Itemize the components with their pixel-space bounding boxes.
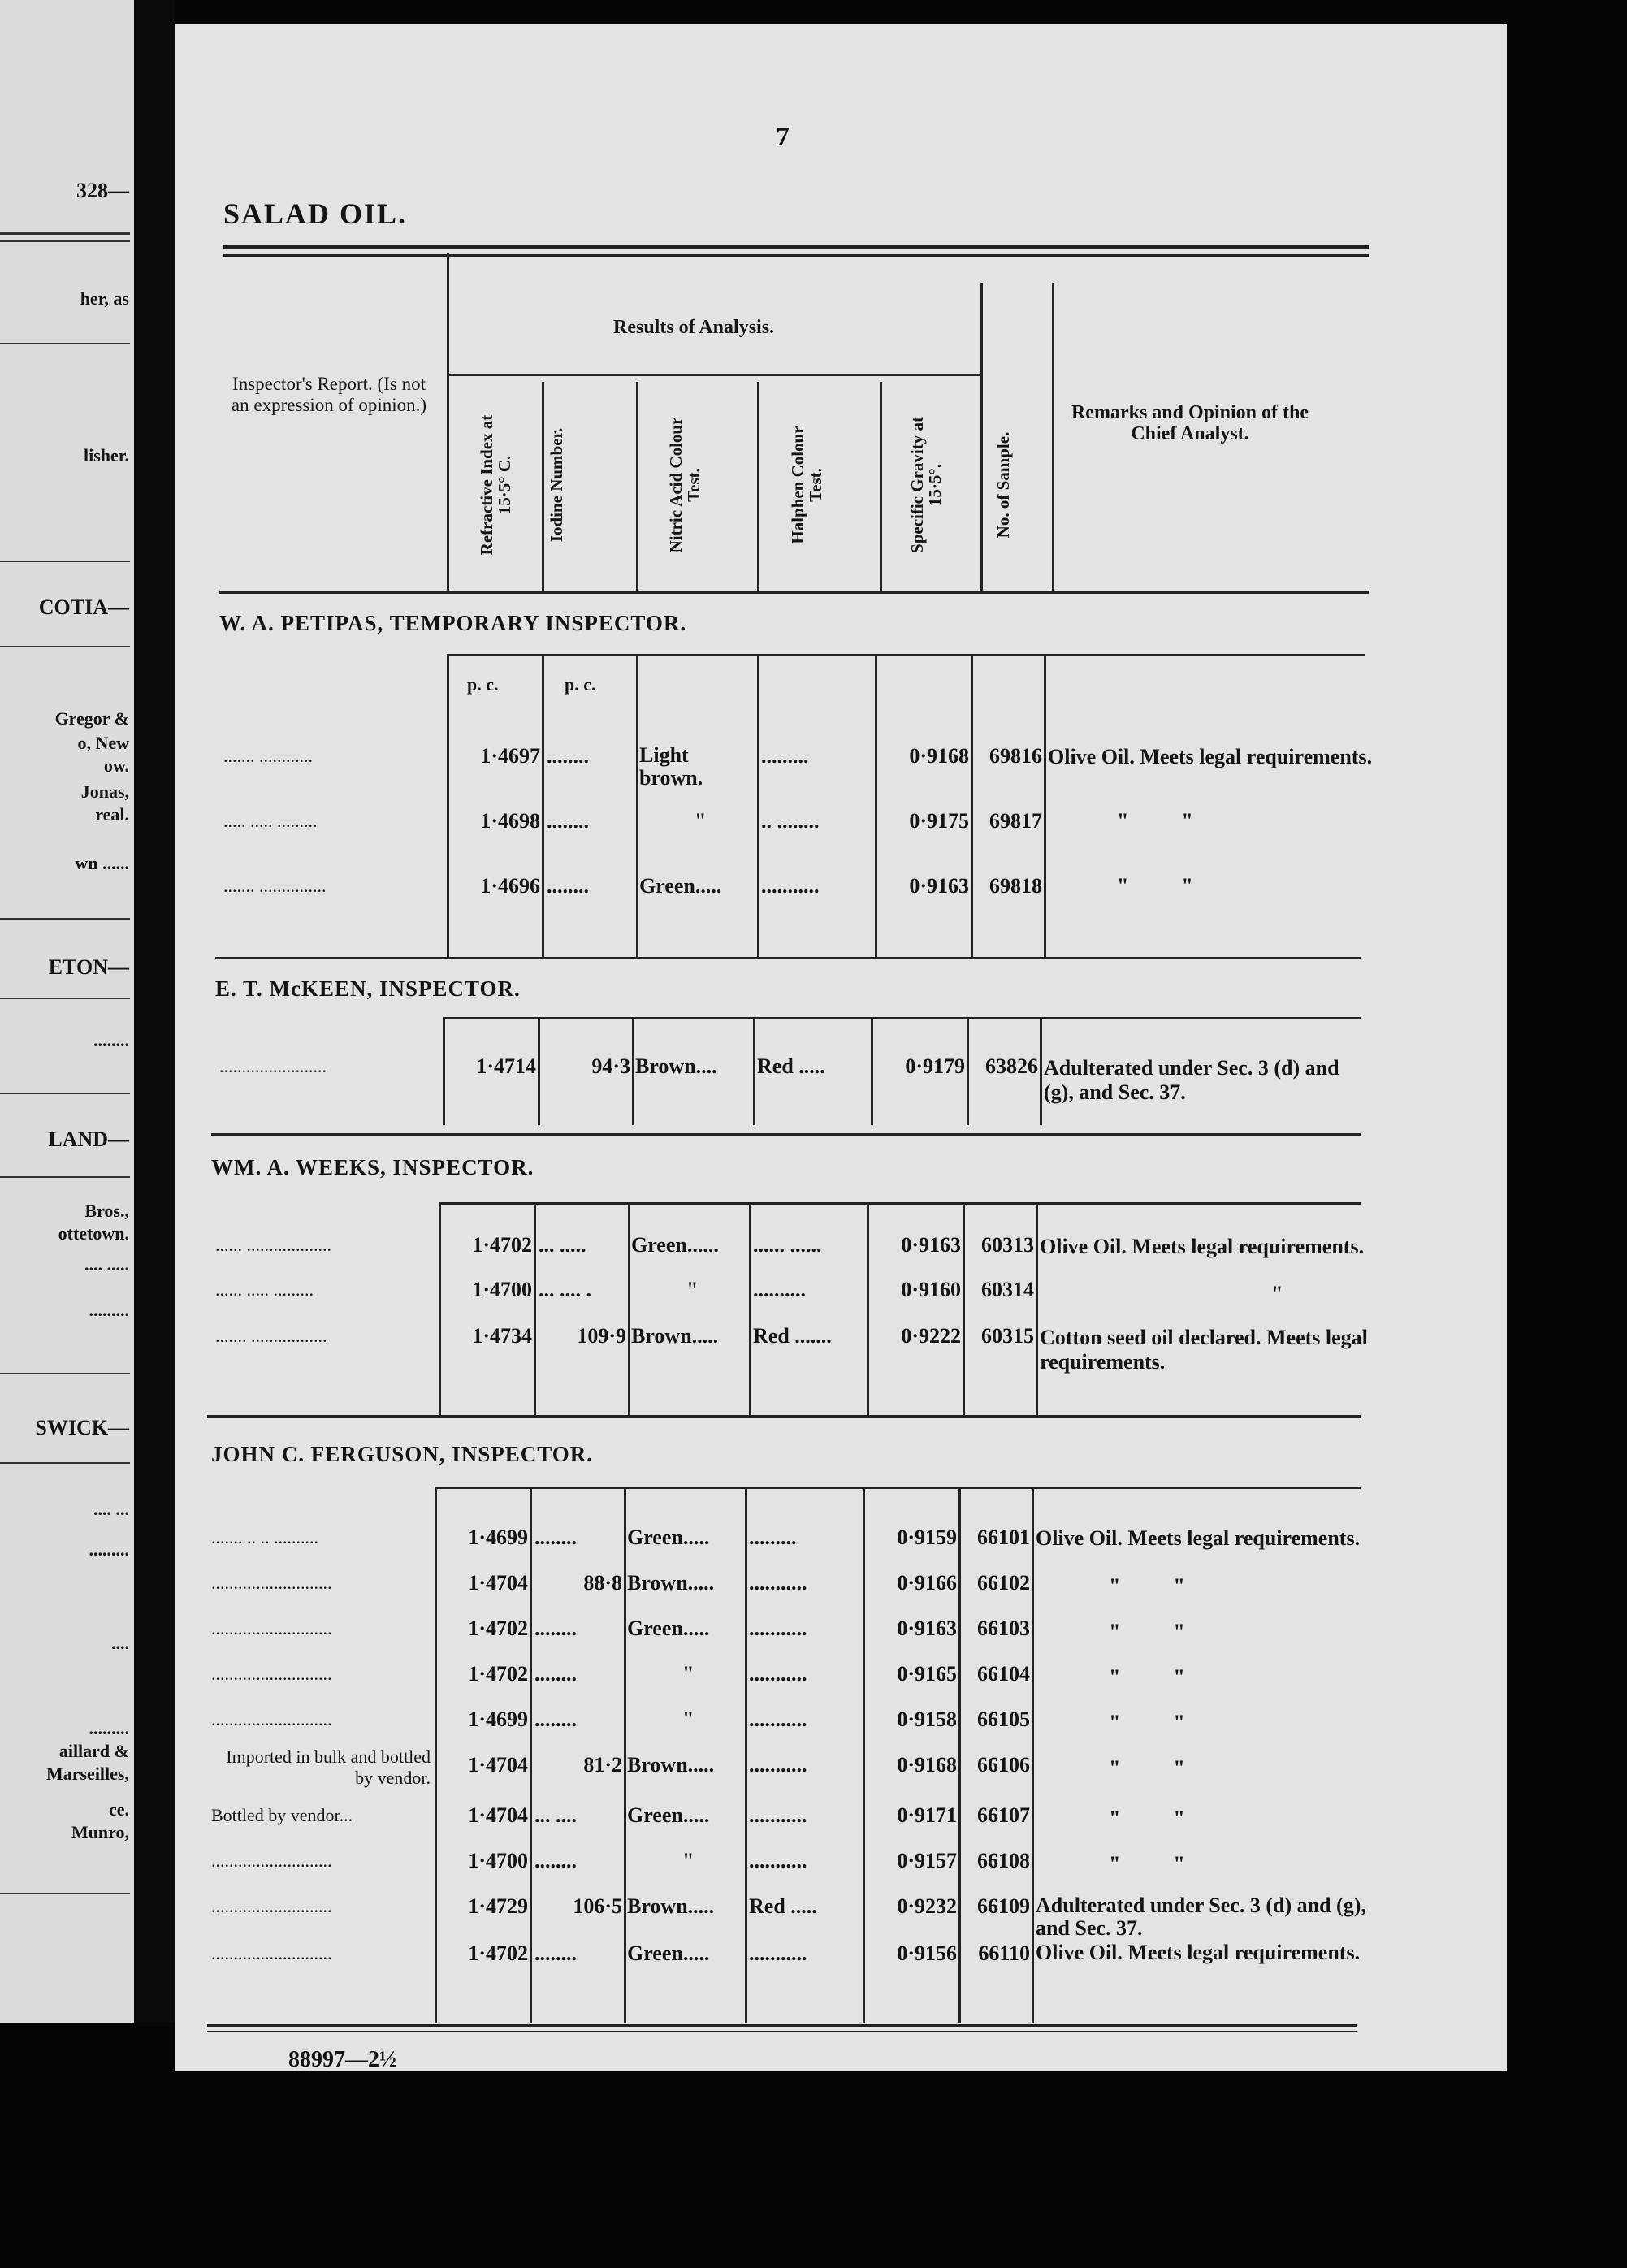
iodine-cell: ........ (534, 1707, 577, 1731)
inspector-report-cell: ........................... (211, 1618, 332, 1638)
halphen-cell: Red ..... (757, 1054, 825, 1078)
gravity-cell: 0·9163 (897, 1617, 957, 1640)
remarks-cell: Adulterated under Sec. 3 (d) and (g), and Sec. 37. (1044, 1056, 1339, 1104)
refractive-cell: 1·4702 (468, 1941, 528, 1965)
sample-cell: 69817 (989, 809, 1042, 833)
prev-text: aillard & (58, 1741, 129, 1761)
col-divider (1052, 283, 1054, 591)
prev-rule (0, 232, 130, 235)
halphen-cell: .......... (753, 1278, 806, 1301)
halphen-cell: Red ..... (749, 1894, 817, 1918)
gravity-cell: 0·9222 (901, 1324, 961, 1348)
refractive-cell: 1·4714 (476, 1054, 536, 1078)
refractive-cell: 1·4729 (468, 1894, 528, 1918)
inspector-report-cell: Imported in bulk and bottled by vendor. (226, 1746, 431, 1788)
inspector-heading: WM. A. WEEKS, INSPECTOR. (211, 1155, 534, 1179)
halphen-cell: ...... ...... (753, 1233, 822, 1257)
section-rule (443, 1017, 1361, 1019)
gravity-cell: 0·9171 (897, 1803, 957, 1827)
sample-cell: 69818 (989, 874, 1042, 898)
results-header: Results of Analysis. (613, 317, 775, 338)
section-rule (447, 654, 1365, 656)
gravity-cell: 0·9163 (901, 1233, 961, 1257)
inspector-report-cell: ........................... (211, 1664, 332, 1684)
remarks-cell: Cotton seed oil declared. Meets legal requirements. (1040, 1326, 1368, 1374)
inspector-report-cell: Bottled by vendor... (211, 1805, 353, 1825)
refractive-cell: 1·4704 (468, 1571, 528, 1595)
remarks-cell: " (1271, 1282, 1283, 1305)
sample-header: No. of Sample. (993, 431, 1013, 539)
refractive-cell: 1·4734 (472, 1324, 532, 1348)
col-divider (530, 1489, 532, 2023)
prev-rule (0, 998, 130, 999)
iodine-cell: ........ (534, 1941, 577, 1965)
gravity-cell: 0·9163 (909, 874, 969, 898)
iodine-cell: ........ (534, 1662, 577, 1686)
nitric-cell: Green..... (627, 1526, 710, 1549)
prev-rule (0, 343, 130, 344)
gravity-cell: 0·9179 (905, 1054, 965, 1078)
sample-cell: 69816 (989, 744, 1042, 768)
prev-rule (0, 918, 130, 920)
inspector-heading: E. T. McKEEN, INSPECTOR. (215, 976, 521, 1001)
header-rule (219, 591, 1369, 594)
inspector-report-cell: ....... ................. (215, 1326, 327, 1346)
prev-text: .... (111, 1633, 129, 1653)
iodine-cell: ........ (534, 1849, 577, 1872)
col-divider (443, 1019, 445, 1125)
iodine-cell: 106·5 (573, 1894, 622, 1918)
prev-text: Marseilles, (45, 1764, 129, 1784)
nitric-cell: Light brown. (639, 743, 703, 790)
col-divider (439, 1205, 441, 1416)
nitric-cell: Green...... (631, 1233, 719, 1257)
unit-label: p. c. (565, 674, 596, 695)
refractive-cell: 1·4704 (468, 1753, 528, 1777)
remarks-cell: " " (1109, 1852, 1185, 1876)
iodine-cell: ........ (547, 874, 589, 898)
col-divider (447, 656, 449, 959)
prev-text: ........ (93, 1030, 129, 1050)
inspector-report-cell: ........................... (211, 1850, 332, 1871)
prev-text: Munro, (71, 1822, 129, 1842)
top-rule (223, 245, 1369, 249)
remarks-cell: " " (1117, 809, 1193, 833)
col-divider (542, 656, 544, 959)
document-page (175, 24, 1507, 2071)
col-divider (875, 656, 877, 959)
prev-text: ow. (103, 755, 129, 776)
iodine-cell: 81·2 (583, 1753, 622, 1777)
prev-text: Gregor & (54, 708, 129, 729)
halphen-cell: Red ....... (753, 1324, 832, 1348)
prev-rule (0, 1093, 130, 1094)
unit-label: p. c. (467, 674, 499, 695)
nitric-cell: Brown..... (631, 1324, 719, 1348)
prev-text: ......... (89, 1718, 129, 1738)
iodine-cell: 88·8 (583, 1571, 622, 1595)
col-divider (757, 382, 759, 591)
remarks-cell: " " (1109, 1620, 1185, 1643)
prev-rule (0, 1462, 130, 1464)
inspector-report-cell: ...... ................... (215, 1235, 331, 1255)
halphen-cell: ........... (749, 1941, 807, 1965)
prev-text: SWICK— (35, 1416, 129, 1439)
halphen-header: Halphen Colour Test. (788, 426, 825, 544)
prev-rule (0, 240, 130, 242)
col-divider (958, 1489, 961, 2023)
remarks-cell: " " (1109, 1711, 1185, 1734)
inspector-report-cell: ........................... (211, 1709, 332, 1729)
col-divider (863, 1489, 865, 2023)
refractive-cell: 1·4696 (480, 874, 540, 898)
halphen-cell: ......... (761, 744, 809, 768)
bottom-rule (207, 2031, 1357, 2032)
nitric-cell: " (682, 1707, 695, 1731)
prev-page-number: 328— (76, 179, 129, 202)
remarks-cell: " " (1109, 1665, 1185, 1689)
iodine-cell: ... .... (534, 1803, 577, 1827)
iodine-cell: ........ (547, 744, 589, 768)
refractive-cell: 1·4700 (468, 1849, 528, 1872)
prev-text: her, as (80, 288, 129, 309)
prev-text: wn ...... (75, 853, 129, 873)
footer-signature: 88997—2½ (288, 2047, 396, 2072)
inspector-report-cell: ........................... (211, 1573, 332, 1593)
prev-text: ......... (89, 1539, 129, 1560)
prev-rule (0, 1893, 130, 1894)
col-divider (435, 1489, 437, 2023)
prev-text: COTIA— (38, 595, 129, 619)
col-divider (542, 382, 544, 591)
col-divider (871, 1019, 873, 1125)
col-divider (749, 1205, 751, 1416)
col-divider (1036, 1205, 1038, 1416)
refractive-cell: 1·4697 (480, 744, 540, 768)
nitric-cell: Green..... (627, 1941, 710, 1965)
sample-cell: 66105 (977, 1707, 1030, 1731)
inspector-report-cell: ....... ............... (223, 876, 327, 896)
gravity-cell: 0·9156 (897, 1941, 957, 1965)
remarks-header: Remarks and Opinion of the Chief Analyst. (1071, 402, 1309, 444)
prev-text: ......... (89, 1300, 129, 1320)
prev-text: ETON— (48, 955, 129, 979)
nitric-cell: Brown..... (627, 1894, 715, 1918)
halphen-cell: ........... (749, 1803, 807, 1827)
sample-cell: 63826 (985, 1054, 1038, 1078)
section-rule (211, 1133, 1361, 1136)
col-divider (1044, 656, 1046, 959)
prev-text: o, New (77, 733, 129, 753)
iodine-header: Iodine Number. (547, 427, 566, 543)
inspector-report-cell: ........................... (211, 1943, 332, 1963)
nitric-header: Nitric Acid Colour Test. (666, 417, 703, 553)
refractive-cell: 1·4702 (472, 1233, 532, 1257)
nitric-cell: Green..... (639, 874, 722, 898)
sample-cell: 66109 (977, 1894, 1030, 1918)
iodine-cell: ........ (534, 1617, 577, 1640)
prev-rule (0, 646, 130, 647)
gravity-cell: 0·9157 (897, 1849, 957, 1872)
sample-cell: 66104 (977, 1662, 1030, 1686)
nitric-cell: Brown..... (627, 1571, 715, 1595)
sample-cell: 66101 (977, 1526, 1030, 1549)
section-rule (435, 1487, 1361, 1489)
halphen-cell: ......... (749, 1526, 797, 1549)
refractive-cell: 1·4700 (472, 1278, 532, 1301)
inspector-report-cell: ........................... (211, 1896, 332, 1916)
nitric-cell: Brown.... (635, 1054, 717, 1078)
halphen-cell: ........... (749, 1617, 807, 1640)
sample-cell: 66110 (978, 1941, 1030, 1965)
col-divider (636, 382, 638, 591)
nitric-cell: Green..... (627, 1617, 710, 1640)
inspector-report-cell: ........................ (219, 1056, 327, 1076)
inspector-report-cell: ...... ..... ......... (215, 1279, 314, 1300)
inspector-heading: JOHN C. FERGUSON, INSPECTOR. (211, 1442, 594, 1466)
iodine-cell: 94·3 (591, 1054, 630, 1078)
gravity-cell: 0·9160 (901, 1278, 961, 1301)
remarks-cell: Olive Oil. Meets legal requirements. (1048, 745, 1373, 768)
col-divider (971, 656, 973, 959)
nitric-cell: " (695, 809, 707, 833)
gravity-cell: 0·9159 (897, 1526, 957, 1549)
remarks-cell: " " (1109, 1756, 1185, 1780)
remarks-cell: Adulterated under Sec. 3 (d) and (g), and Sec. 37. (1036, 1894, 1366, 1940)
prev-rule (0, 1373, 130, 1374)
col-divider (1040, 1019, 1042, 1125)
col-divider (628, 1205, 630, 1416)
iodine-cell: ........ (547, 809, 589, 833)
col-divider (757, 656, 759, 959)
remarks-cell: Olive Oil. Meets legal requirements. (1040, 1235, 1365, 1258)
halphen-cell: ........... (749, 1662, 807, 1686)
sample-cell: 66107 (977, 1803, 1030, 1827)
refractive-cell: 1·4699 (468, 1526, 528, 1549)
gravity-cell: 0·9168 (897, 1753, 957, 1777)
section-rule (207, 1415, 1361, 1418)
sample-cell: 60313 (981, 1233, 1034, 1257)
inspector-report-cell: ....... ............ (223, 746, 313, 766)
inspector-report-cell: ..... ..... ......... (223, 811, 318, 831)
remarks-cell: " " (1117, 874, 1193, 898)
nitric-cell: Green..... (627, 1803, 710, 1827)
results-underline (447, 374, 980, 376)
refractive-header: Refractive Index at 15·5° C. (477, 414, 514, 556)
prev-text: lisher. (83, 445, 129, 465)
col-divider (538, 1019, 540, 1125)
nitric-cell: " (686, 1278, 699, 1301)
inspector-report-cell: ....... .. .. .......... (211, 1527, 318, 1547)
col-divider (624, 1489, 626, 2023)
iodine-cell: 109·9 (577, 1324, 626, 1348)
sample-cell: 60315 (981, 1324, 1034, 1348)
iodine-cell: ........ (534, 1526, 577, 1549)
prev-rule (0, 1176, 130, 1178)
iodine-cell: ... ..... (539, 1233, 586, 1257)
remarks-cell: " " (1109, 1574, 1185, 1598)
col-divider (1032, 1489, 1034, 2023)
gravity-cell: 0·9168 (909, 744, 969, 768)
nitric-cell: " (682, 1662, 695, 1686)
prev-rule (0, 561, 130, 562)
halphen-cell: .. ........ (761, 809, 820, 833)
col-divider (636, 656, 638, 959)
bottom-rule (207, 2024, 1357, 2027)
top-rule (223, 254, 1369, 257)
page-number: 7 (776, 122, 790, 152)
sample-cell: 66106 (977, 1753, 1030, 1777)
prev-text: Jonas, (80, 781, 129, 802)
gravity-cell: 0·9175 (909, 809, 969, 833)
iodine-cell: ... .... . (539, 1278, 591, 1301)
prev-text: .... ... (93, 1499, 129, 1519)
gravity-cell: 0·9165 (897, 1662, 957, 1686)
col-divider (753, 1019, 755, 1125)
col-divider (980, 283, 983, 591)
inspector-report-header: Inspector's Report. (Is not an expression of opinion.) (231, 374, 427, 415)
refractive-cell: 1·4702 (468, 1617, 528, 1640)
gravity-cell: 0·9158 (897, 1707, 957, 1731)
halphen-cell: ........... (749, 1707, 807, 1731)
prev-text: real. (95, 804, 129, 825)
col-divider (867, 1205, 869, 1416)
halphen-cell: ........... (749, 1571, 807, 1595)
inspector-heading: W. A. PETIPAS, TEMPORARY INSPECTOR. (219, 611, 687, 635)
section-rule (439, 1202, 1361, 1205)
halphen-cell: ........... (761, 874, 820, 898)
sample-cell: 66102 (977, 1571, 1030, 1595)
col-divider (745, 1489, 747, 2023)
nitric-cell: Brown..... (627, 1753, 715, 1777)
halphen-cell: ........... (749, 1849, 807, 1872)
refractive-cell: 1·4698 (480, 809, 540, 833)
page-title: SALAD OIL. (223, 197, 408, 230)
remarks-cell: Olive Oil. Meets legal requirements. (1036, 1941, 1361, 1964)
refractive-cell: 1·4699 (468, 1707, 528, 1731)
binding-gutter (134, 0, 175, 2023)
sample-cell: 60314 (981, 1278, 1034, 1301)
prev-text: ce. (108, 1799, 129, 1820)
sample-cell: 66108 (977, 1849, 1030, 1872)
gravity-header: Specific Gravity at 15·5°. (907, 417, 945, 553)
remarks-cell: Olive Oil. Meets legal requirements. (1036, 1526, 1361, 1550)
nitric-cell: " (682, 1849, 695, 1872)
col-divider (963, 1205, 965, 1416)
prev-text: Bros., (84, 1201, 129, 1221)
col-divider (447, 253, 449, 591)
gravity-cell: 0·9166 (897, 1571, 957, 1595)
prev-text: LAND— (48, 1128, 129, 1151)
refractive-cell: 1·4704 (468, 1803, 528, 1827)
gravity-cell: 0·9232 (897, 1894, 957, 1918)
prev-text: ottetown. (58, 1223, 129, 1244)
col-divider (967, 1019, 969, 1125)
col-divider (534, 1205, 536, 1416)
halphen-cell: ........... (749, 1753, 807, 1777)
prev-text: .... ..... (84, 1254, 129, 1275)
refractive-cell: 1·4702 (468, 1662, 528, 1686)
remarks-cell: " " (1109, 1807, 1185, 1830)
col-divider (880, 382, 882, 591)
section-rule (215, 957, 1361, 959)
sample-cell: 66103 (977, 1617, 1030, 1640)
col-divider (632, 1019, 634, 1125)
previous-page-fragment (0, 0, 134, 2023)
